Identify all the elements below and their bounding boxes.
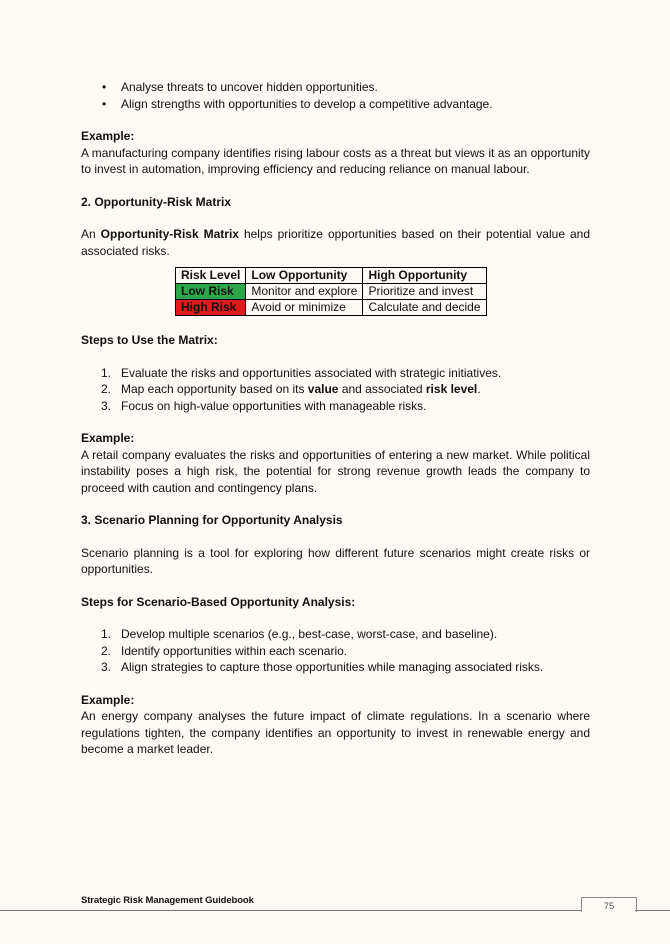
list-text: Focus on high-value opportunities with manageable risks. <box>121 398 427 413</box>
risk-level-high-cell: High Risk <box>176 300 246 316</box>
list-text: Identify opportunities within each scenario. <box>121 643 348 658</box>
list-text: and associated <box>338 382 426 396</box>
list-item <box>101 643 590 660</box>
list-item <box>101 626 590 643</box>
list-text: Develop multiple scenarios (e.g., best-case, worst-case, and baseline). <box>121 627 498 641</box>
table-header-row <box>176 268 487 284</box>
example-text: A manufacturing company identifies rising labour costs as a threat but views it as an opportunity to invest in automation, improving efficiency and reducing reliance on manual labour. <box>81 145 590 176</box>
steps-list <box>81 365 590 415</box>
bullet-list <box>81 79 590 112</box>
table-header-cell: Risk Level <box>176 268 246 284</box>
footer-book-title: Strategic Risk Management Guidebook <box>81 895 254 906</box>
list-text: Map each opportunity based on its <box>121 382 308 396</box>
steps-list <box>81 626 590 676</box>
section-intro <box>81 226 590 259</box>
example-text: An energy company analyses the future impact of climate regulations. In a scenario where regulations tighten, the company identifies an opportunity to invest in renewable energy and become a market leader. <box>81 709 590 756</box>
list-item <box>101 365 590 382</box>
list-item: • Analyse threats to uncover hidden opportunities. <box>121 79 590 96</box>
list-text: Align strategies to capture those opportunities while managing associated risks. <box>121 660 544 674</box>
example-text: A retail company evaluates the risks and opportunities of entering a new market. While political instability poses a high risk, the potential for strong revenue growth leads the company to proceed with caution and contingency plans. <box>81 447 590 495</box>
intro-text: helps prioritize opportunities based on their potential value and associated risks. <box>81 227 590 258</box>
example-label: Example: <box>81 692 135 707</box>
section-heading: 3. Scenario Planning for Opportunity Analysis <box>81 513 343 527</box>
example-label: Example: <box>81 129 135 143</box>
list-text: . <box>477 382 481 396</box>
list-number: 3. <box>101 660 112 674</box>
section-heading: 2. Opportunity-Risk Matrix <box>81 194 232 209</box>
table-row <box>176 300 487 316</box>
page-content <box>81 79 590 758</box>
list-number: 2. <box>101 643 112 658</box>
table-cell: Avoid or minimize <box>246 300 363 316</box>
example-label: Example: <box>81 431 135 445</box>
risk-level-low-cell: Low Risk <box>176 284 246 300</box>
list-item <box>101 398 590 415</box>
list-number: 2. <box>101 382 112 396</box>
table-row <box>176 284 487 300</box>
table-header-cell: Low Opportunity <box>246 268 363 284</box>
footer-divider <box>635 910 670 911</box>
opportunity-risk-matrix <box>175 267 487 316</box>
page-number: 75 <box>581 897 637 912</box>
table-header-cell: High Opportunity <box>363 268 486 284</box>
list-number: 1. <box>101 365 112 380</box>
section-intro: Scenario planning is a tool for exploring how different future scenarios might create risks or opportunities. <box>81 545 590 576</box>
list-item <box>101 381 590 398</box>
list-bold-term: risk level <box>425 382 478 396</box>
list-bold-term: value <box>307 382 339 396</box>
table-cell: Calculate and decide <box>363 300 486 316</box>
list-number: 1. <box>101 627 112 641</box>
intro-bold-term: Opportunity-Risk Matrix <box>100 227 239 241</box>
list-text: Evaluate the risks and opportunities associated with strategic initiatives. <box>121 365 502 380</box>
steps-heading: Steps to Use the Matrix: <box>81 333 218 347</box>
list-number: 3. <box>101 398 112 413</box>
table-cell: Prioritize and invest <box>363 284 486 300</box>
footer-divider <box>0 910 582 911</box>
steps-heading: Steps for Scenario-Based Opportunity Analysis: <box>81 594 356 609</box>
list-item: • Align strengths with opportunities to develop a competitive advantage. <box>121 96 590 113</box>
table-cell: Monitor and explore <box>246 284 363 300</box>
intro-text: An <box>81 227 101 241</box>
list-item <box>101 659 590 676</box>
